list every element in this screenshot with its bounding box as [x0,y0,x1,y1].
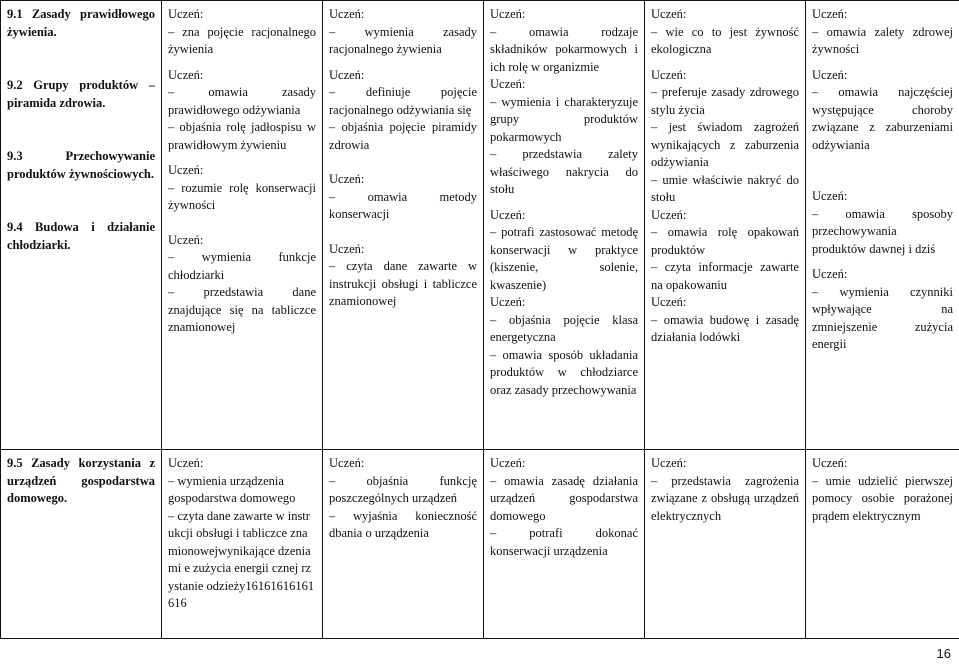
topic-9-4: 9.4 Budowa i działanie chłodziarki. [7,220,155,252]
level-cell [323,1,484,450]
table-row [1,1,959,450]
student-label: Uczeń: [490,7,526,21]
requirement-item: – rozumie rolę konserwacji żywności [168,180,316,212]
requirement-item: – wie co to jest żywność ekologiczna [651,24,799,56]
student-label: Uczeń: [329,456,365,470]
table-row [1,450,959,639]
requirement-item: – omawia metody konserwacji [329,189,477,221]
student-label: Uczeń: [329,67,365,82]
student-label: Uczeń: [329,241,365,256]
requirement-item: – umie udzielić pierwszej pomocy osobie porażonej prądem elektrycznym [812,473,953,523]
requirement-item: – czyta informacje zawarte na opakowaniu [651,260,799,292]
requirement-item: – omawia rolę opakowań produktów [651,225,799,257]
requirement-item: – czyta dane zawarte w instrukcji obsługi i tabliczce znamionowejwynikające dzeniami e zużycia energii cznej rzystanie odzieży16161616161616 [168,508,315,610]
requirement-item: – przedstawia zalety właściwego nakrycia do stołu [490,147,638,196]
requirement-item: – objaśnia rolę jadłospisu w prawidłowym żywieniu [168,120,316,152]
student-label: Uczeń: [490,295,526,309]
requirement-item: – potrafi zastosować metodę konserwacji w praktyce (kiszenie, solenie, kwaszenie) [490,225,638,292]
student-label: Uczeń: [329,7,365,21]
requirement-item: – przedstawia dane znajdujące się na tabliczce znamionowej [168,285,316,334]
requirement-item: – zna pojęcie racjonalnego żywienia [168,24,316,56]
level-cell [806,1,959,450]
student-label: Uczeń: [812,7,848,21]
requirement-item: – omawia zalety zdrowej żywności [812,24,953,56]
requirement-item: – omawia rodzaje składników pokarmowych i ich rolę w organizmie [490,24,638,74]
topic-9-3: 9.3 Przechowywanie produktów żywnościowych. [7,149,155,181]
requirement-item: – umie właściwie nakryć do stołu [651,172,799,204]
requirement-item: – wymienia zasady racjonalnego żywienia [329,24,477,56]
student-label: Uczeń: [168,456,204,470]
requirement-item: – definiuje pojęcie racjonalnego odżywiania się [329,85,477,117]
requirement-item: – omawia zasadę działania urządzeń gospodarstwa domowego [490,473,638,523]
student-label: Uczeń: [812,456,848,470]
requirement-item: – preferuje zasady zdrowego stylu życia [651,85,799,117]
topic-cell [1,1,162,450]
student-label: Uczeń: [168,7,204,21]
student-label: Uczeń: [168,67,204,82]
student-label: Uczeń: [812,267,848,281]
level-cell [645,450,806,639]
requirement-item: – wyjaśnia konieczność dbania o urządzenia [329,508,477,540]
student-label: Uczeń: [812,67,848,82]
student-label: Uczeń: [651,67,687,82]
requirement-item: – wymienia urządzenia gospodarstwa domowego [168,473,296,505]
requirement-item: – omawia najczęściej występujące choroby związane z zaburzeniami odżywiania [812,85,953,152]
requirement-item: – objaśnia pojęcie klasa energetyczna [490,312,638,344]
requirement-item: – wymienia czynniki wpływające na zmniejszenie zużycia energii [812,284,953,351]
topic-9-5: 9.5 Zasady korzystania z urządzeń gospodarstwa domowego. [7,456,155,505]
requirement-item: – potrafi dokonać konserwacji urządzenia [490,526,638,558]
requirement-item: – omawia sposoby przechowywania produktów dawnej i dziś [812,206,953,256]
level-cell [645,1,806,450]
student-label: Uczeń: [651,7,687,21]
level-cell [323,450,484,639]
requirement-item: – czyta dane zawarte w instrukcji obsługi i tabliczce znamionowej [329,259,477,308]
page-number: 16 [936,646,951,661]
student-label: Uczeń: [651,295,687,309]
requirement-item: – objaśnia pojęcie piramidy zdrowia [329,120,477,152]
student-label: Uczeń: [329,172,365,186]
student-label: Uczeń: [490,207,526,222]
requirement-item: – wymienia i charakteryzuje grupy produktów pokarmowych [490,94,638,144]
requirement-item: – jest świadom zagrożeń wynikających z zaburzenia odżywiania [651,120,799,169]
requirement-item: – przedstawia zagrożenia związane z obsługą urządzeń elektrycznych [651,473,799,523]
level-cell [484,450,645,639]
student-label: Uczeń: [168,232,204,247]
requirement-item: – wymienia funkcje chłodziarki [168,250,316,282]
student-label: Uczeń: [490,77,526,91]
requirement-item: – omawia zasady prawidłowego odżywiania [168,85,316,117]
topic-9-2: 9.2 Grupy produktów – piramida zdrowia. [7,78,155,110]
student-label: Uczeń: [168,163,204,177]
requirement-item: – omawia sposób układania produktów w chłodziarce oraz zasady przechowywania [490,347,638,397]
student-label: Uczeń: [651,456,687,470]
level-cell [162,1,323,450]
requirement-item: – objaśnia funkcję poszczególnych urządzeń [329,473,477,505]
requirement-item: – omawia budowę i zasadę działania lodówki [651,312,799,344]
level-cell [162,450,323,639]
topic-9-1: 9.1 Zasady prawidłowego żywienia. [7,7,155,39]
student-label: Uczeń: [812,189,848,203]
level-cell [484,1,645,450]
topic-cell [1,450,162,639]
level-cell [806,450,959,639]
student-label: Uczeń: [490,456,526,470]
student-label: Uczeń: [651,207,687,222]
